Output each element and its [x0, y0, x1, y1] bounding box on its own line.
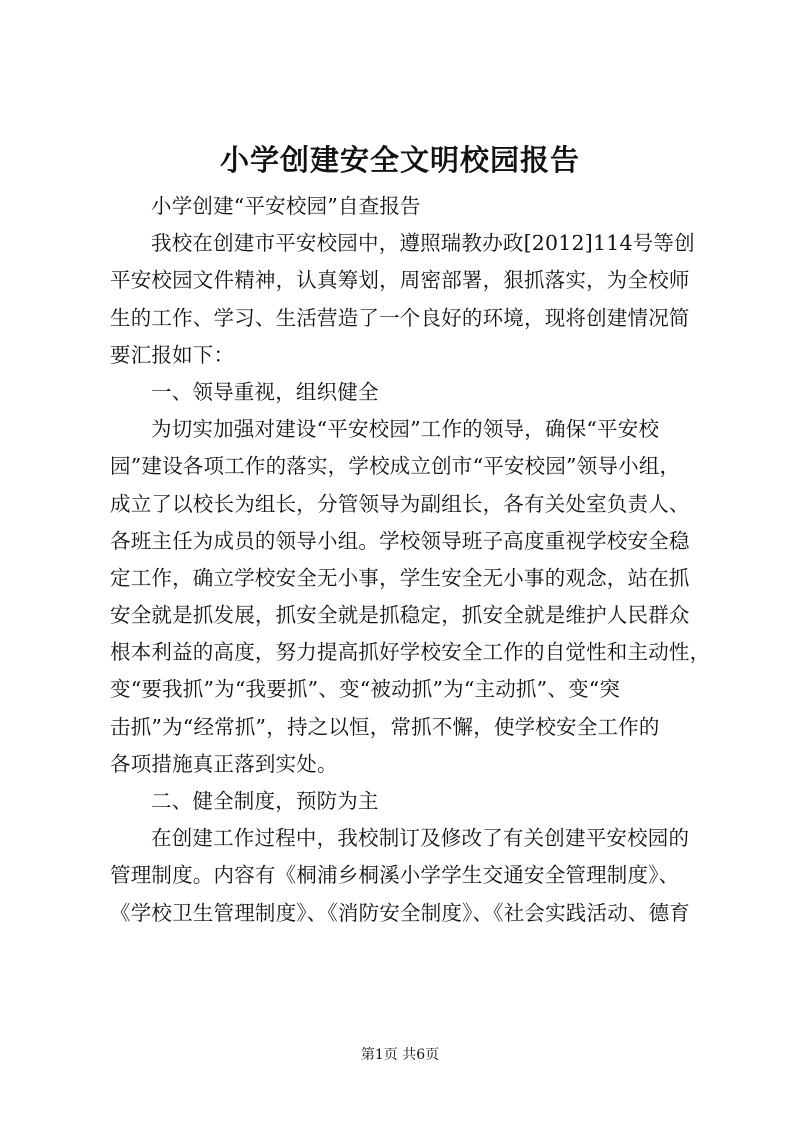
section-heading-1: 一、领导重视，组织健全 — [151, 379, 379, 404]
paragraph-line: 要汇报如下： — [110, 342, 235, 367]
paragraph-line: 为切实加强对建设“平安校园”工作的领导，确保“平安校 — [151, 417, 660, 442]
paragraph-line: 管理制度。内容有《桐浦乡桐溪小学学生交通安全管理制度》、 — [110, 863, 680, 888]
paragraph-line: 在创建工作过程中，我校制订及修改了有关创建平安校园的 — [151, 826, 690, 851]
page-number-footer: 第1页 共6页 — [360, 1047, 440, 1063]
document-body — [110, 188, 711, 932]
paragraph-line: 《学校卫生管理制度》、《消防安全制度》、《社会实践活动、德育 — [110, 900, 690, 925]
paragraph-line: 安全就是抓发展，抓安全就是抓稳定，抓安全就是维护人民群众 — [110, 603, 690, 628]
paragraph-line: 根本利益的高度，努力提高抓好学校安全工作的自觉性和主动性， — [110, 640, 711, 665]
paragraph-line: 变“要我抓”为“我要抓”、变“被动抓”为“主动抓”、变“突 — [110, 677, 621, 702]
paragraph-line: 各项措施真正落到实处。 — [110, 751, 338, 776]
report-subtitle: 小学创建“平安校园”自查报告 — [151, 194, 421, 218]
paragraph-line: 我校在创建市平安校园中，遵照瑞教办政[2012]114号等创 — [151, 231, 695, 256]
section-heading-2: 二、健全制度，预防为主 — [151, 789, 379, 813]
paragraph-line: 击抓”为“经常抓”，持之以恒，常抓不懈，使学校安全工作的 — [110, 714, 660, 739]
document-title: 小学创建安全文明校园报告 — [219, 143, 580, 177]
paragraph-line: 生的工作、学习、生活营造了一个良好的环境，现将创建情况简 — [110, 305, 690, 330]
paragraph-line: 平安校园文件精神，认真筹划，周密部署，狠抓落实，为全校师 — [110, 268, 690, 293]
paragraph-line: 定工作，确立学校安全无小事，学生安全无小事的观念，站在抓 — [110, 565, 690, 590]
paragraph-line: 成立了以校长为组长，分管领导为副组长，各有关处室负责人、 — [110, 491, 690, 516]
paragraph-line: 各班主任为成员的领导小组。学校领导班子高度重视学校安全稳 — [110, 528, 690, 553]
paragraph-line: 园”建设各项工作的落实，学校成立创市“平安校园”领导小组， — [110, 454, 681, 479]
